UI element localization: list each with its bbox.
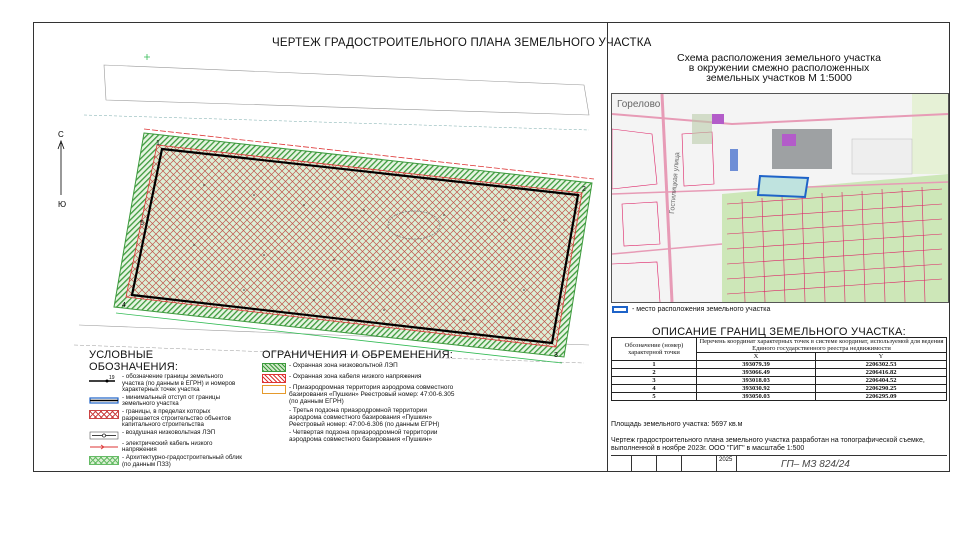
boundaries-title: ОПИСАНИЕ ГРАНИЦ ЗЕМЕЛЬНОГО УЧАСТКА:	[652, 326, 906, 338]
restriction-item: - Третья подзона приаэродромной территории аэродрома совместного базирования «Пушкин» Реестровый номер: 47:00-6.306 (по данным ЕГРН)	[289, 406, 440, 429]
construction-area-symbol	[89, 410, 119, 419]
legend-title: УСЛОВНЫЕ ОБОЗНАЧЕНИЯ:	[89, 349, 179, 373]
col-point-header: Обозначение (номер) характерной точки	[612, 338, 697, 361]
point-label: 5	[140, 220, 144, 227]
stamp-year: 2025	[719, 457, 733, 463]
col-list-header: Перечень координат характерных точек в системе координат, используемой для ведения Единого государственного реестра недвижимости	[697, 338, 947, 353]
table-row: 2 393066.49 2206416.82	[612, 369, 947, 377]
title-block	[611, 455, 947, 472]
legend-item: - минимальный отступ от границы земельного участка	[89, 395, 244, 408]
restriction-item: - Охранная зона низковольтной ЛЭП	[262, 362, 457, 372]
map-street-label: Гостилицкая улица	[669, 151, 682, 215]
restrictions-title: ОГРАНИЧЕНИЯ И ОБРЕМЕНЕНИЯ:	[262, 349, 454, 361]
airfield-zone-symbol	[262, 385, 286, 394]
survey-note: Чертеж градостроительного плана земельного участка разработан на топографической съемке, выполненной в ноябре 2023г. ООО "ГИГ" в масштабе 1:500	[611, 437, 925, 452]
right-panel	[607, 23, 950, 471]
cable-zone-symbol	[262, 374, 286, 383]
cable-symbol	[89, 442, 119, 451]
north-label: С	[58, 130, 64, 139]
location-map-drawing	[612, 94, 948, 302]
restriction-item: - Четвертая подзона приаэродромной территории аэродрома совместного базирования «Пушкин»	[289, 429, 438, 444]
point-label: 3	[554, 352, 558, 359]
legend-item: - границы, в пределах которых разрешается строительство объектов капитального строительства	[89, 409, 244, 429]
restriction-item: - Приаэродромная территория аэродрома совместного базирования «Пушкин» Реестровый номер: 47:00-6.305 (по данным ЕГРН)	[262, 384, 457, 406]
map-village-label: Горелово	[617, 99, 661, 110]
coordinates-table	[611, 337, 947, 401]
legend-item: - электрический кабель низкого напряжения	[89, 441, 244, 454]
legend-item: - Архитектурно-градостроительный облик (по данным ПЗЗ)	[89, 455, 244, 468]
drawing-sheet	[33, 22, 950, 472]
svg-text:19: 19	[109, 375, 115, 381]
legend	[89, 349, 244, 468]
legend-item: - воздушная низковольтная ЛЭП	[89, 430, 244, 440]
point-label: 4	[122, 302, 126, 309]
table-row: 5 393050.03 2206295.09	[612, 393, 947, 401]
south-label: Ю	[58, 200, 67, 209]
main-title: ЧЕРТЕЖ ГРАДОСТРОИТЕЛЬНОГО ПЛАНА ЗЕМЕЛЬНОГО УЧАСТКА	[272, 37, 652, 49]
setback-symbol	[89, 396, 119, 405]
restrictions	[262, 349, 457, 444]
site-plan	[44, 45, 614, 365]
location-swatch	[612, 306, 628, 313]
location-map	[611, 93, 949, 303]
map-legend: - место расположения земельного участка	[612, 306, 770, 313]
power-line-zone-symbol	[262, 363, 286, 372]
col-y-header: Y	[816, 353, 947, 361]
power-line-symbol	[89, 431, 119, 440]
area-text: Площадь земельного участка: 5697 кв.м	[611, 421, 743, 428]
table-row: 4 393030.92 2206290.25	[612, 385, 947, 393]
col-x-header: X	[697, 353, 816, 361]
point-label: 1	[156, 140, 160, 147]
restriction-item: - Охранная зона кабеля низкого напряжения	[262, 373, 457, 383]
legend-item: 19 - обозначение границы земельного участка (по данным в ЕГРН) и номеров характерных точек участка	[89, 374, 244, 394]
scheme-title: Схема расположения земельного участка в окружении смежно расположенных земельных участков М 1:5000	[677, 52, 881, 84]
point-label: 2	[582, 186, 586, 193]
table-row: 3 393018.03 2206404.52	[612, 377, 947, 385]
boundary-point-symbol	[89, 375, 119, 384]
document-code: ГП– МЗ 824/24	[781, 459, 850, 470]
table-row: 1 393079.39 2206302.53	[612, 361, 947, 369]
architecture-symbol	[89, 456, 119, 465]
